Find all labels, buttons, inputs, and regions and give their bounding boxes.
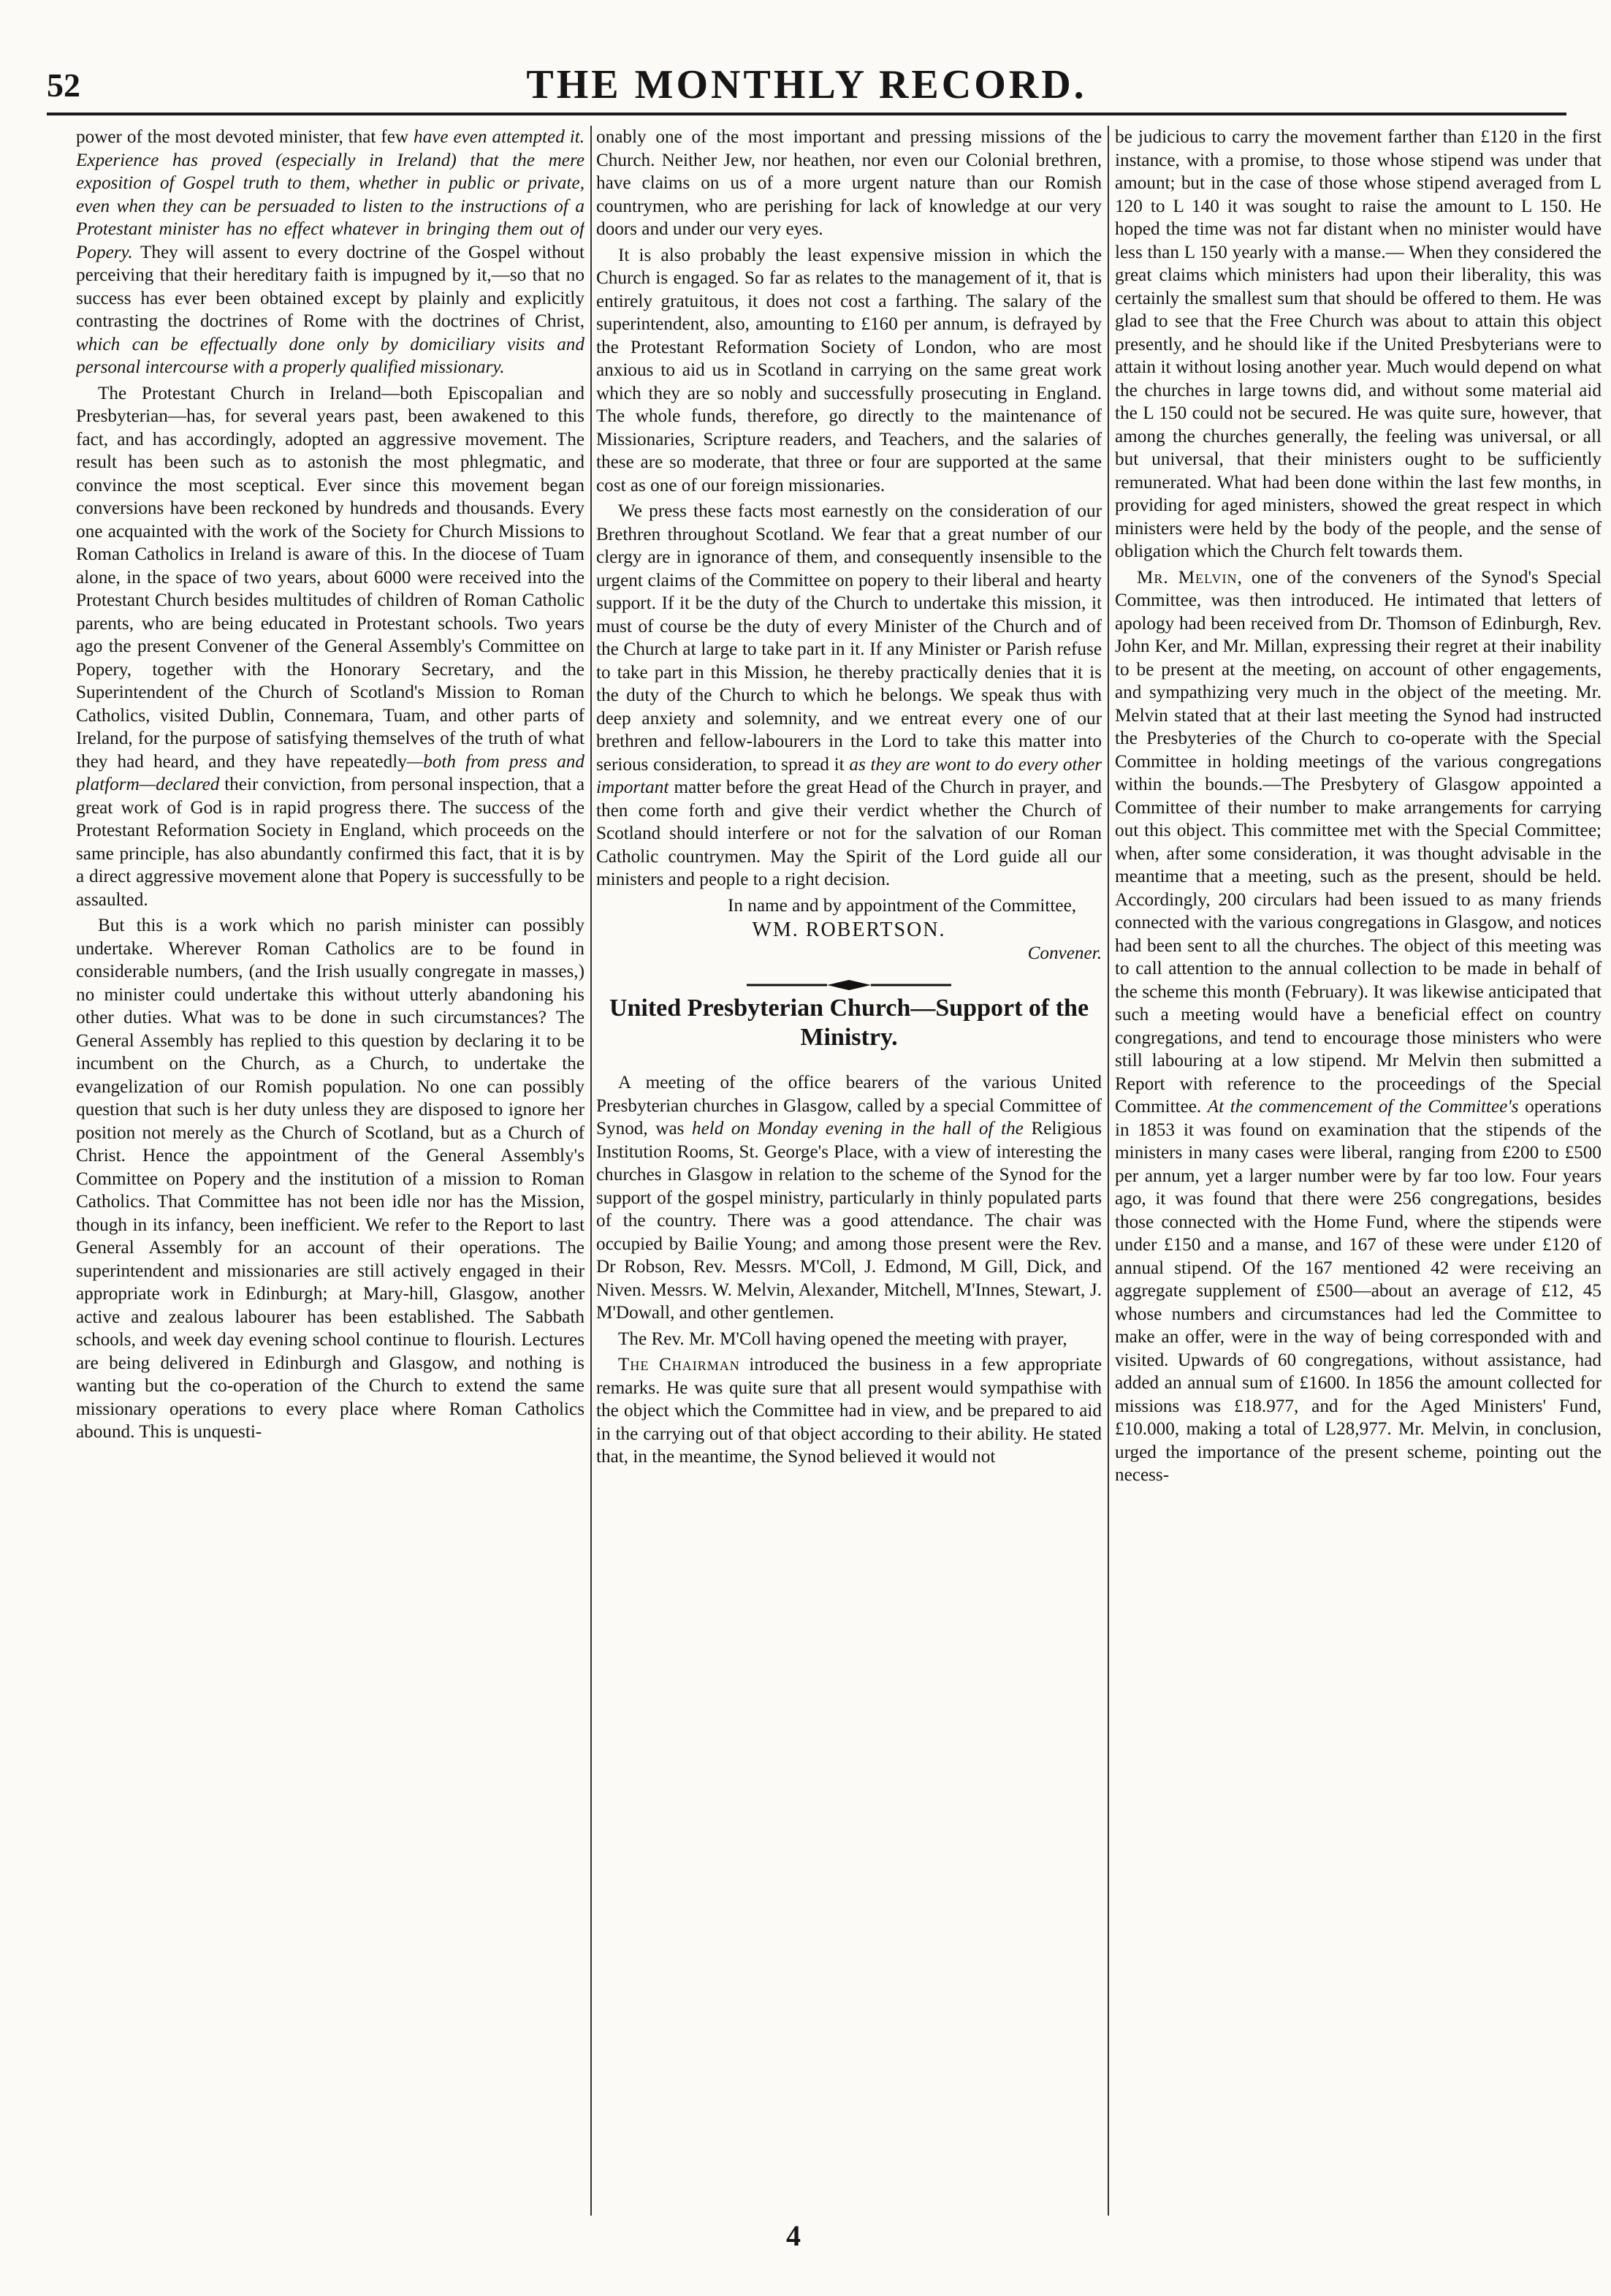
paragraph: We press these facts most earnestly on the consideration of our Brethren throughout Scotland. We fear that a great number of our clergy are in ignorance of them, and consequently insensible to the urgent claims of the Committee on popery to their liberal and hearty support. If it be the duty of the Church to undertake this mission, it must of course be the duty of every Minister of the Church and of the Church at large to take part in it. If any Minister or Parish refuse to take part in this Mission, he thereby practically denies that it is the duty of the Church to which he belongs. We speak thus with deep anxiety and solemnity, and we entreat every one of our brethren and fellow-labourers in the Lord to take this matter into serious consideration, to spread it as they are wont to do every other important matter before the great Head of the Church in prayer, and then come forth and give their verdict whether the Church of Scotland should interfere or not for the salvation of our Roman Catholic countrymen. May the Spirit of the Lord guide all our ministers and people to a right decision. [596,501,1102,889]
signature-name: WM. ROBERTSON. [752,919,946,941]
paragraph: Mr. Melvin, one of the conveners of the Synod's Special Committee, was then introduced. He intimated that letters of apology had been received from Dr. Thomson of Edinburgh, Rev. John Ker, and Mr. Millan, expressing their regret at their inability to be present at the meeting, on account of other engagements, and sympathizing very much in the object of the meeting. Mr. Melvin stated that at their last meeting the Synod had instructed the Presbyteries of the Church to co-operate with the Special Committee in holding meetings of the various congregations within the bounds.—The Presbytery of Glasgow appointed a Committee of their number to make arrangements for carrying out this object. This committee met with the Special Committee; when, after some consideration, it was thought advisable in the meantime that a meeting, such as the present, should be held. Accordingly, 200 circulars had been issued to as many friends connected with the various congregations in Glasgow, and notices had been sent to all the churches. The object of this meeting was to call attention to the annual collection to be made in behalf of the scheme this month (February). It was likewise anticipated that such a meeting would have a beneficial effect on country congregations, and tend to encourage those ministers who were still labouring at a low stipend. Mr Melvin then submitted a Report with reference to the proceedings of the Special Committee. At the commencement of the Committee's operations in 1853 it was found on examination that the stipends of the ministers in many cases were liberal, ranging from £200 to £500 per annum, yet a larger number were by far too low. Four years ago, it was found that there were 256 congregations, besides those connected with the Home Fund, where the stipends were under £150 and a manse, and 167 of these were under £120 of annual stipend. Of the 167 mentioned 42 were receiving an aggregate supplement of £500—about an average of £12, 45 whose numbers and circumstances had led the Committee to make an offer, were in the way of being corresponded with and visited. Upwards of 60 congregations, without assistance, had added an annual sum of £1600. In 1856 the amount collected for missions was £18.977, and for the Aged Ministers' Fund, £10.000, making a total of L28,977. Mr. Melvin, in conclusion, urged the importance of the present scheme, pointing out the necess- [1115,567,1602,1485]
paragraph: be judicious to carry the movement farther than £120 in the first instance, with a promise, to those whose stipend was under that amount; but in the case of those whose stipend averaged from L 120 to L 140 it was sought to raise the amount to L 150. He hoped the time was not far distant when no minister would have less than L 150 yearly with a manse.— When they considered the great claims which ministers had upon their liberality, this was certainly the smallest sum that should be offered to them. He was glad to see that the Free Church was about to attain this object presently, and he should like if the United Presbyterians were to attain it without losing another year. Much would depend on what the churches in large towns did, and without some material aid the L 150 could not be secured. He was quite sure, however, that among the churches generally, the feeling was universal, or all but universal, that their ministers ought to be sufficiently remunerated. What had been done within the last few months, in providing for aged ministers, showed the great respect in which ministers were held by the body of the people, and the sense of obligation which the Church felt towards them. [1115,127,1602,561]
column-2 [596,126,1102,2216]
signature-folio: 4 [786,2219,801,2252]
paragraph: onably one of the most important and pressing missions of the Church. Neither Jew, nor heathen, nor even our Colonial brethren, have claims on us of a more urgent nature than our Romish countrymen, who are perishing for lack of knowledge at our very doors and under our very eyes. [596,127,1102,239]
paragraph: The Protestant Church in Ireland—both Episcopalian and Presbyterian—has, for several years past, been awakened to this fact, and has accordingly, adopted an aggressive movement. The result has been such as to astonish the most phlegmatic, and convince the most sceptical. Ever since this movement began conversions have been reckoned by hundreds and thousands. Every one acquainted with the work of the Society for Church Missions to Roman Catholics in Ireland is aware of this. In the diocese of Tuam alone, in the space of two years, about 6000 were received into the Protestant Church besides multitudes of children of Roman Catholic parents, who are being educated in Protestant schools. Two years ago the present Convener of the General Assembly's Committee on Popery, together with the Honorary Secretary, and the Superintendent of the Church of Scotland's Mission to Roman Catholics, visited Dublin, Connemara, Tuam, and other parts of Ireland, for the purpose of satisfying themselves of the truth of what they had heard, and they have repeatedly—both from press and platform—declared their conviction, from personal inspection, that a great work of God is in rapid progress there. The success of the Protestant Reformation Society in England, which proceeds on the same principle, has also abundantly confirmed this fact, that it is by a direct aggressive movement alone that Popery is successfully to be assaulted. [76,383,584,910]
paragraph: A meeting of the office bearers of the various United Presbyterian churches in Glasgow, called by a special Committee of Synod, was held on Monday evening in the hall of the Religious Institution Rooms, St. George's Place, with a view of interesting the churches in Glasgow in relation to the scheme of the Synod for the support of the gospel ministry, particularly in thinly populated parts of the country. There was a good attendance. The chair was occupied by Bailie Young; and among those present were the Rev. Dr Robson, Rev. Messrs. M'Coll, J. Edmond, M Gill, Dick, and Niven. Messrs. W. Melvin, Alexander, Mitchell, M'Innes, Stewart, J. M'Dowall, and other gentlemen. [596,1073,1102,1323]
column-rule-2 [1108,126,1109,2216]
running-title: THE MONTHLY RECORD. [526,62,1087,107]
page-header [47,57,1566,115]
paragraph: It is also probably the least expensive mission in which the Church is engaged. So far as relates to the management of it, that is entirely gratuitous, it does not cost a farthing. The salary of the superintendent, also, amounting to £160 per annum, is defrayed by the Protestant Reformation Society of London, who are most anxious to aid us in Scotland in carrying on the same great work which they are so nobly and successfully prosecuting in England. The whole funds, therefore, go directly to the maintenance of Missionaries, Scripture readers, and Teachers, and the salaries of these are so moderate, that three or four are supported at the same cost as one of our foreign missionaries. [596,245,1102,495]
ornament-divider [596,973,1102,984]
paragraph: The Chairman introduced the business in a few appropriate remarks. He was quite sure that all present would sympathise with the object which the Committee had in view, and be prepared to aid in the carrying out of that object according to their ability. He stated that, in the meantime, the Synod believed it would not [596,1355,1102,1467]
column-1 [76,126,584,2216]
column-rule-1 [590,126,592,2216]
column-3 [1115,126,1602,2216]
paragraph: The Rev. Mr. M'Coll having opened the meeting with prayer, [618,1328,1067,1349]
article-heading: United Presbyterian Church—Support of the Ministry. [609,995,1089,1051]
signature-role: Convener. [1027,943,1102,963]
page-number: 52 [47,66,80,104]
paragraph: power of the most devoted minister, that few have even attempted it. Experience has proved (especially in Ireland) that the mere exposition of Gospel truth to them, whether in public or private, even when they can be persuaded to listen to the instructions of a Protestant minister has no effect whatever in bringing them out of Popery. They will assent to every doctrine of the Gospel without perceiving that their hereditary faith is impugned by it,—so that no success has ever been obtained except by plainly and explicitly contrasting the doctrines of Rome with the doctrines of Christ, which can be effectually done only by domiciliary visits and personal intercourse with a properly qualified missionary. [76,127,584,377]
paragraph: But this is a work which no parish minister can possibly undertake. Wherever Roman Catholics are to be found in considerable numbers, (and the Irish usually congregate in masses,) no minister could undertake this without utterly abandoning his other duties. What was to be done in such circumstances? The General Assembly has replied to this question by declaring it to be incumbent on the Church, as a Church, to undertake the evangelization of our Romish population. No one can possibly question that such is her duty unless they are disposed to ignore her position not merely as the Church of Scotland, but as a Church of Christ. Hence the appointment of the General Assembly's Committee on Popery and the institution of a mission to Roman Catholics. That Committee has not been idle nor has the Mission, though in its infancy, been inefficient. We refer to the Report to last General Assembly for an account of their operations. The superintendent and missionaries are still actively engaged in their appropriate work in Edinburgh; at Mary-hill, Glasgow, another active and zealous labourer has been established. The Sabbath schools, and week day evening school continue to flourish. Lectures are being delivered in Edinburgh and Glasgow, and nothing is wanting but the co-operation of the Church to extend the same missionary operations to every place where Roman Catholics abound. This is unquesti- [76,916,584,1442]
signature-line: In name and by appointment of the Committee, [728,895,1077,916]
